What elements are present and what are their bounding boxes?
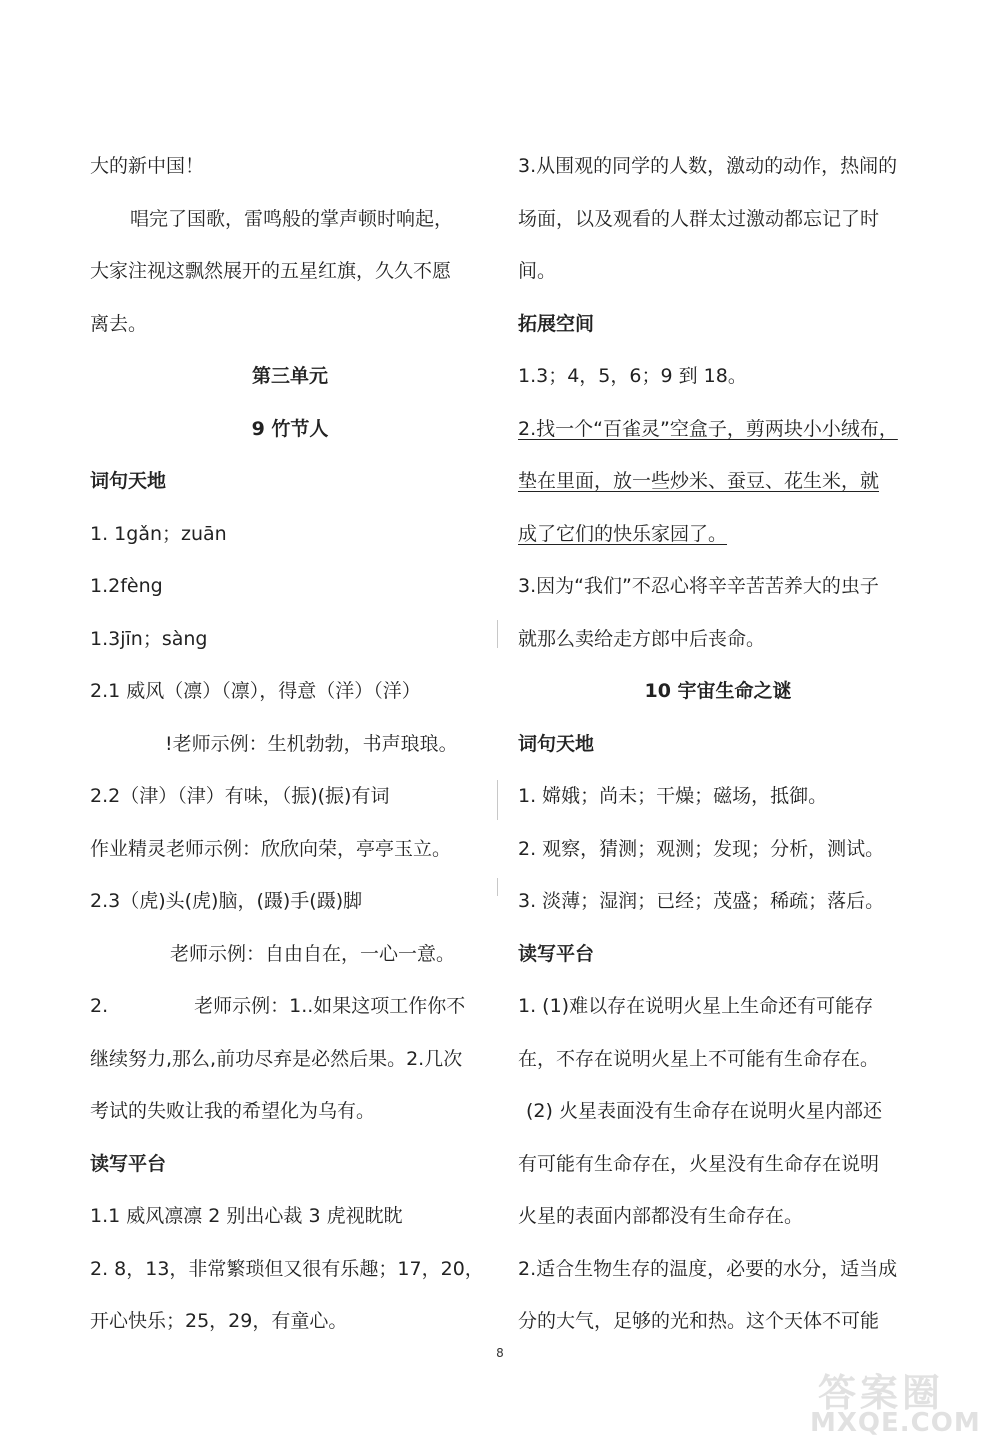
section-heading: 读写平台 — [518, 942, 595, 965]
text-line: 火星的表面内部都没有生命存在。 — [518, 1205, 804, 1227]
text-line: 开心快乐；25，29，有童心。 — [90, 1310, 348, 1332]
page-number: 8 — [496, 1346, 504, 1360]
text-line: 唱完了国歌，雷鸣般的掌声顿时响起， — [130, 207, 454, 230]
text-line: 1.1 威风凛凛 2 别出心裁 3 虎视眈眈 — [90, 1205, 403, 1227]
text-line: (2) 火星表面没有生命存在说明火星内部还 — [526, 1100, 882, 1122]
right-column — [518, 140, 918, 1348]
text-line: 1. (1)难以存在说明火星上生命还有可能存 — [518, 995, 874, 1017]
lesson-title: 10 宇宙生命之谜 — [644, 680, 792, 702]
scan-mark — [497, 620, 498, 648]
text-line: 2.适合生物生存的温度，必要的水分，适当成 — [518, 1257, 898, 1280]
text-line: 1.2fèng — [90, 575, 163, 597]
section-heading: 词句天地 — [90, 470, 167, 492]
text-line: 场面，以及观看的人群太过激动都忘记了时 — [518, 207, 880, 230]
text-line: 作业精灵老师示例：欣欣向荣，亭亭玉立。 — [90, 837, 452, 860]
text-line: 考试的失败让我的希望化为乌有。 — [90, 1100, 376, 1122]
text-line: !老师示例：生机勃勃，书声琅琅。 — [165, 732, 458, 755]
text-line: 就那么卖给走方郎中后丧命。 — [518, 627, 766, 650]
text-line: 3.从围观的同学的人数，激动的动作，热闹的 — [518, 155, 898, 177]
text-line: 继续努力,那么,前功尽弃是必然后果。2.几次 — [90, 1047, 463, 1070]
text-line: 1.3；4，5，6；9 到 18。 — [518, 365, 747, 387]
lesson-title: 9 竹节人 — [251, 417, 329, 440]
underlined-line: 垫在里面，放一些炒米、蚕豆、花生米，就 — [518, 470, 880, 492]
watermark-url: MXQE.COM — [810, 1408, 981, 1438]
text-line: 3.因为“我们”不忍心将辛辛苦苦养大的虫子 — [518, 575, 879, 597]
item-number: 2. — [90, 995, 109, 1017]
text-line: 1. 嫦娥；尚未；干燥；磁场，抵御。 — [518, 785, 828, 807]
scan-mark — [497, 780, 498, 820]
unit-title: 第三单元 — [251, 365, 328, 387]
text-line: 2. 8，13，非常繁琐但又很有乐趣；17，20， — [90, 1257, 484, 1280]
text-line: 1. 1gǎn；zuān — [90, 522, 227, 545]
section-heading: 词句天地 — [518, 732, 595, 755]
text-line: 3. 淡薄；湿润；已经；茂盛；稀疏；落后。 — [518, 890, 885, 912]
text-line: 分的大气，足够的光和热。这个天体不可能 — [518, 1310, 880, 1332]
underlined-line: 成了它们的快乐家园了。 — [518, 522, 728, 545]
text-line: 离去。 — [90, 312, 148, 335]
section-heading: 拓展空间 — [518, 312, 595, 335]
text-line: 2.2（津）（津）有味，（振)(振)有词 — [90, 785, 390, 807]
text-line: 老师示例：自由自在，一心一意。 — [170, 942, 456, 965]
text-line — [90, 980, 490, 1033]
text-line: 大的新中国！ — [90, 155, 205, 177]
text-line: 2.3（虎)头(虎)脑，(蹑)手(蹑)脚 — [90, 890, 363, 912]
underlined-line: 2.找一个“百雀灵”空盒子，剪两块小小绒布， — [518, 417, 898, 440]
scan-mark — [497, 878, 498, 896]
text-line: 大家注视这飘然展开的五星红旗，久久不愿 — [90, 260, 452, 282]
left-column — [90, 140, 490, 1348]
watermark-text: 答案圈 — [818, 1371, 945, 1415]
text-line: 有可能有生命存在，火星没有生命存在说明 — [518, 1152, 880, 1175]
watermark — [810, 1362, 990, 1440]
section-heading: 读写平台 — [90, 1152, 167, 1175]
item-text: 老师示例：1..如果这项工作你不 — [194, 995, 466, 1017]
text-line: 间。 — [518, 260, 557, 282]
text-line: 2.1 威风（凛）（凛），得意（洋）（洋） — [90, 680, 421, 702]
text-line: 1.3jīn；sàng — [90, 627, 208, 650]
text-line: 在，不存在说明火星上不可能有生命存在。 — [518, 1047, 880, 1070]
text-line: 2. 观察，猜测；观测；发现；分析，测试。 — [518, 837, 885, 860]
